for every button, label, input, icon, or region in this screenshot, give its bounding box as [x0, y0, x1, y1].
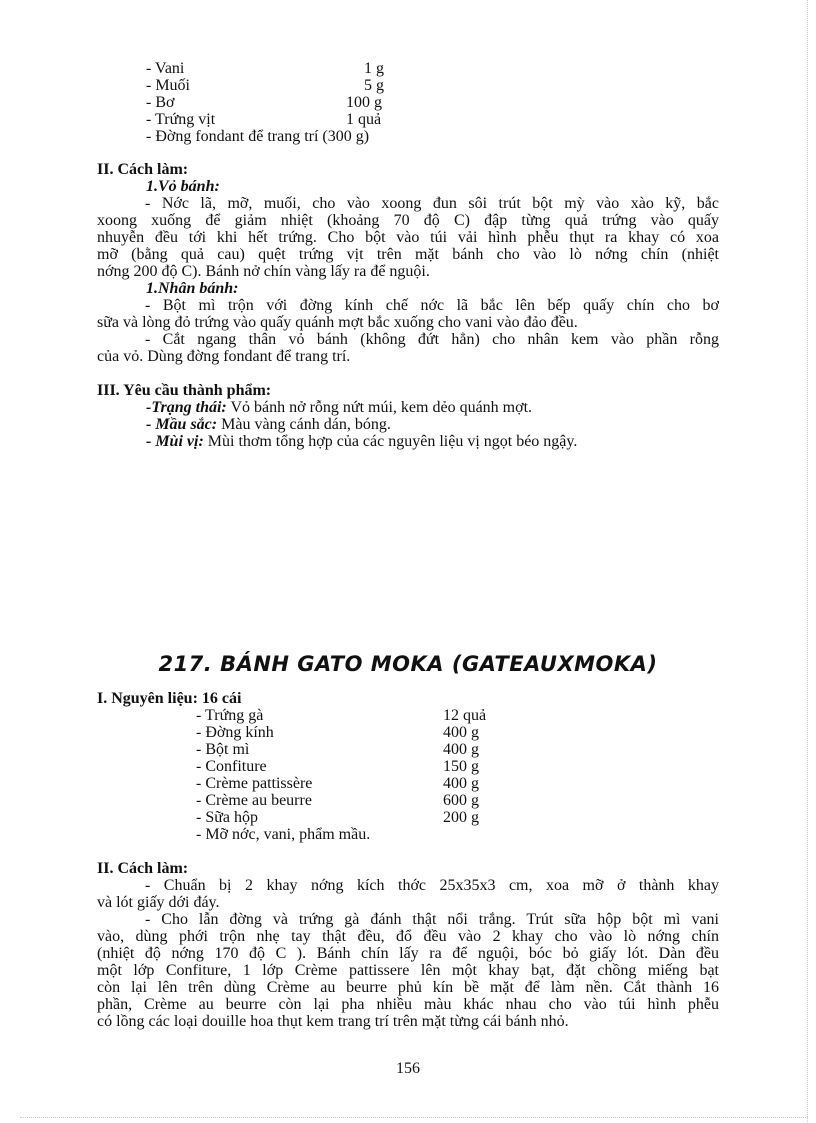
- text-line: - Nớc lã, mỡ, muối, cho vào xoong đun sôi trút bột mỳ vào xào kỹ, bắc: [145, 195, 719, 212]
- section-heading: II. Cách làm:: [97, 161, 189, 178]
- paragraph-chuan-bi: [97, 877, 719, 911]
- text-line: - Bột mì trộn với đờng kính chế nớc lã bắc lên bếp quấy chín cho bơ: [145, 297, 719, 314]
- paragraph-nhan-banh: [97, 297, 719, 331]
- section-heading: I. Nguyên liệu: 16 cái: [97, 690, 242, 707]
- ingredient-qty: 600 g: [443, 792, 479, 809]
- ingredient-qty: 12 quả: [443, 707, 487, 724]
- ingredient-fondant: - Đờng fondant để trang trí (300 g): [146, 128, 370, 145]
- subsection-heading: 1.Nhân bánh:: [146, 280, 239, 297]
- text-line: nớng 200 độ C). Bánh nở chín vàng lấy ra để nguội.: [97, 263, 430, 280]
- ingredient-qty: 100 g: [346, 94, 382, 111]
- text-line: mỡ (bằng quả cau) quệt trứng vịt trên mặt bánh cho vào lò nớng chín (nhiệt: [97, 246, 719, 263]
- requirement-text: Vỏ bánh nở rỗng nứt múi, kem dẻo quánh mợt.: [226, 399, 533, 416]
- ingredient-name: - Trứng vịt: [146, 111, 216, 128]
- requirement-text: Mùi thơm tổng hợp của các nguyên liệu vị ngọt béo ngậy.: [203, 433, 578, 450]
- requirement-color: [146, 416, 391, 433]
- page-edge-right: [807, 0, 808, 1123]
- requirement-label: -Trạng thái:: [146, 399, 227, 416]
- text-line: xoong xuống để giảm nhiệt (khoảng 70 độ C) đập từng quả trứng vào quấy: [97, 212, 719, 229]
- ingredient-name: - Confiture: [196, 758, 267, 775]
- ingredient-name: - Bơ: [146, 94, 175, 111]
- requirement-label: - Mầu sắc:: [146, 416, 218, 433]
- text-line: một lớp Confiture, 1 lớp Crème pattissere lên một khay bạt, đặt chồng miếng bạt: [97, 962, 719, 979]
- ingredient-name: - Trứng gà: [196, 707, 264, 724]
- ingredient-misc: - Mỡ nớc, vani, phẩm mầu.: [196, 826, 371, 843]
- ingredient-name: - Muối: [146, 77, 190, 94]
- text-line: của vỏ. Dùng đờng fondant để trang trí.: [97, 348, 351, 365]
- text-line: - Cho lẫn đờng và trứng gà đánh thật nổi trắng. Trút sữa hộp bột mì vani: [145, 911, 719, 928]
- text-line: còn lại lên trên dùng Crème au beurre phủ kín bề mặt để làm nền. Cắt thành 16: [97, 979, 719, 996]
- ingredient-name: - Crème pattissère: [196, 775, 313, 792]
- text-line: phần, Crème au beurre còn lại pha nhiều màu khác nhau cho vào túi hình phễu: [97, 996, 719, 1013]
- ingredient-qty: 1 g: [364, 60, 384, 77]
- ingredient-name: - Đờng kính: [196, 724, 274, 741]
- text-line: - Cắt ngang thân vỏ bánh (không đứt hẳn) cho nhân kem vào phần rỗng: [145, 331, 719, 348]
- ingredient-qty: 200 g: [443, 809, 479, 826]
- subsection-heading: 1.Vỏ bánh:: [146, 178, 220, 195]
- ingredient-qty: 400 g: [443, 724, 479, 741]
- text-line: sữa và lòng đỏ trứng vào quấy quánh mợt bắc xuống cho vani vào đảo đều.: [97, 314, 578, 331]
- text-line: (nhiệt độ nớng 170 độ C ). Bánh chín lấy ra để nguội, bóc bỏ giấy lót. Dàn đều: [97, 945, 719, 962]
- section-heading: III. Yêu cầu thành phẩm:: [97, 382, 272, 399]
- requirement-label: - Mùi vị:: [146, 433, 204, 450]
- text-line: và lót giấy dới đáy.: [97, 894, 220, 911]
- page-edge-bottom: [20, 1117, 808, 1118]
- ingredient-qty: 1 quả: [346, 111, 382, 128]
- text-line: có lồng các loại douille hoa thụt kem trang trí trên mặt từng cái bánh nhỏ.: [97, 1013, 569, 1030]
- ingredient-qty: 400 g: [443, 775, 479, 792]
- text-line: vào, dùng phới trộn nhẹ tay thật đều, đổ đều vào 2 khay cho vào lò nớng chín: [97, 928, 719, 945]
- ingredient-qty: 5 g: [364, 77, 384, 94]
- paragraph-trang-tri: [97, 331, 719, 365]
- requirement-taste: [146, 433, 577, 450]
- paragraph-vo-banh: [97, 195, 719, 280]
- requirement-state: [146, 399, 532, 416]
- section-heading: II. Cách làm:: [97, 860, 189, 877]
- recipe-title: 217. BÁNH GATO MOKA (GATEAUXMOKA): [158, 652, 658, 676]
- paragraph-cach-lam: [97, 911, 719, 1030]
- ingredient-qty: 400 g: [443, 741, 479, 758]
- page-number: 156: [396, 1060, 420, 1077]
- text-line: nhuyễn đều tới khi hết trứng. Cho bột vào túi vải hình phễu thụt ra khay có xoa: [97, 229, 719, 246]
- ingredient-name: - Bột mì: [196, 741, 250, 758]
- ingredient-qty: 150 g: [443, 758, 479, 775]
- requirement-text: Màu vàng cánh dán, bóng.: [217, 416, 391, 433]
- text-line: - Chuẩn bị 2 khay nớng kích thớc 25x35x3 cm, xoa mỡ ở thành khay: [145, 877, 719, 894]
- ingredient-name: - Sữa hộp: [196, 809, 258, 826]
- ingredient-name: - Crème au beurre: [196, 792, 312, 809]
- ingredient-name: - Vani: [146, 60, 185, 77]
